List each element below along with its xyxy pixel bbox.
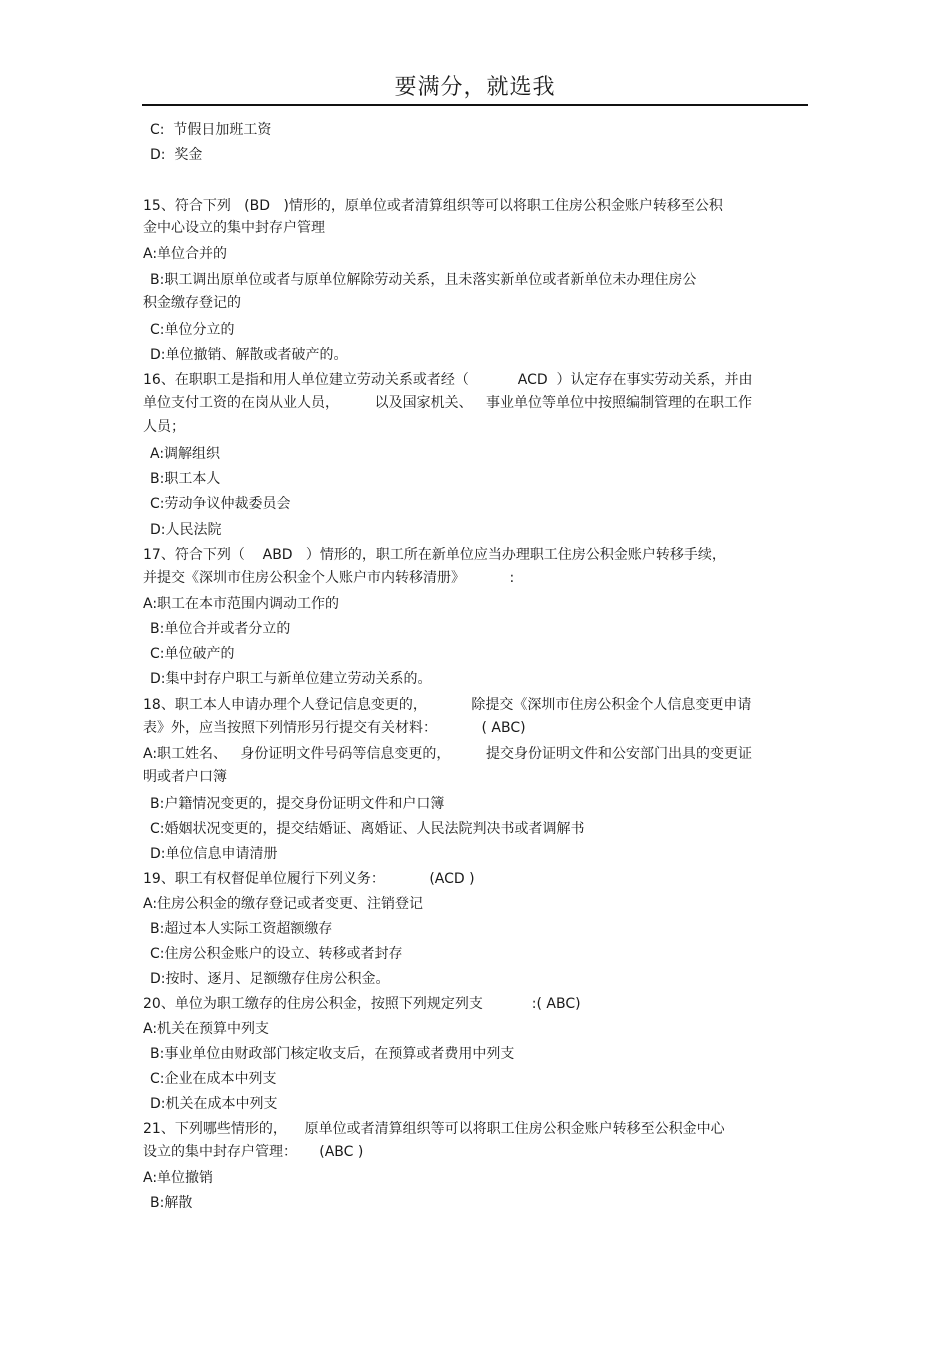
text-line: C:婚姻状况变更的，提交结婚证、离婚证、人民法院判决书或者调解书 bbox=[150, 821, 585, 837]
text-line: 表》外，应当按照下列情形另行提交有关材料： ( ABC) bbox=[143, 720, 526, 736]
text-line: A:单位合并的 bbox=[143, 246, 228, 262]
text-line: 积金缴存登记的 bbox=[143, 295, 241, 311]
text-line: A:调解组织 bbox=[150, 446, 221, 462]
text-line: A:住房公积金的缴存登记或者变更、注销登记 bbox=[143, 896, 424, 912]
text-line: B:解散 bbox=[150, 1195, 193, 1211]
text-line: 设立的集中封存户管理： (ABC ) bbox=[143, 1144, 364, 1160]
header-rule bbox=[142, 104, 808, 106]
text-line: C:企业在成本中列支 bbox=[150, 1071, 277, 1087]
text-line: B:事业单位由财政部门核定收支后，在预算或者费用中列支 bbox=[150, 1046, 515, 1062]
text-line: A:职工姓名、 身份证明文件号码等信息变更的， 提交身份证明文件和公安部门出具的变更证 bbox=[143, 746, 752, 762]
text-line: A:职工在本市范围内调动工作的 bbox=[143, 596, 340, 612]
text-line: B:职工调出原单位或者与原单位解除劳动关系，且未落实新单位或者新单位未办理住房公 bbox=[150, 272, 697, 288]
text-line: A:单位撤销 bbox=[143, 1170, 214, 1186]
header-title: 要满分，就选我 bbox=[394, 75, 556, 100]
text-line: 21、下列哪些情形的， 原单位或者清算组织等可以将职工住房公积金账户转移至公积金中心 bbox=[143, 1121, 725, 1137]
text-line: D:按时、逐月、足额缴存住房公积金。 bbox=[150, 971, 390, 987]
text-line: C: 节假日加班工资 bbox=[150, 122, 272, 138]
text-line: D:集中封存户职工与新单位建立劳动关系的。 bbox=[150, 671, 432, 687]
text-line: 单位支付工资的在岗从业人员， 以及国家机关、 事业单位等单位中按照编制管理的在职工作 bbox=[143, 395, 752, 411]
text-line: 明或者户口簿 bbox=[143, 769, 227, 785]
text-line: D:单位信息申请清册 bbox=[150, 846, 278, 862]
text-line: C:单位破产的 bbox=[150, 646, 235, 662]
text-line: 19、职工有权督促单位履行下列义务： (ACD ) bbox=[143, 871, 475, 887]
text-line: B:户籍情况变更的，提交身份证明文件和户口簿 bbox=[150, 796, 445, 812]
text-line: C:单位分立的 bbox=[150, 322, 235, 338]
text-line: 18、职工本人申请办理个人登记信息变更的， 除提交《深圳市住房公积金个人信息变更申请 bbox=[143, 697, 752, 713]
text-line: D:机关在成本中列支 bbox=[150, 1096, 278, 1112]
text-line: C:住房公积金账户的设立、转移或者封存 bbox=[150, 946, 403, 962]
text-line: 并提交《深圳市住房公积金个人账户市内转移清册》 : bbox=[143, 570, 515, 586]
text-line: D:人民法院 bbox=[150, 522, 222, 538]
text-line: C:劳动争议仲裁委员会 bbox=[150, 496, 291, 512]
text-line: B:职工本人 bbox=[150, 471, 221, 487]
text-line: B:超过本人实际工资超额缴存 bbox=[150, 921, 333, 937]
text-line: 17、符合下列（ ABD ）情形的，职工所在新单位应当办理职工住房公积金账户转移手续， bbox=[143, 547, 726, 563]
text-line: 16、在职职工是指和用人单位建立劳动关系或者经（ ACD ）认定存在事实劳动关系，并由 bbox=[143, 372, 753, 388]
text-line: 20、单位为职工缴存的住房公积金，按照下列规定列支 :( ABC) bbox=[143, 996, 581, 1012]
text-line: D: 奖金 bbox=[150, 147, 203, 163]
text-line: 15、符合下列 (BD )情形的，原单位或者清算组织等可以将职工住房公积金账户转移至公积 bbox=[143, 198, 723, 214]
text-line: D:单位撤销、解散或者破产的。 bbox=[150, 347, 348, 363]
text-line: B:单位合并或者分立的 bbox=[150, 621, 291, 637]
text-line: A:机关在预算中列支 bbox=[143, 1021, 270, 1037]
text-line: 人员； bbox=[143, 419, 185, 435]
text-line: 金中心设立的集中封存户管理 bbox=[143, 220, 325, 236]
